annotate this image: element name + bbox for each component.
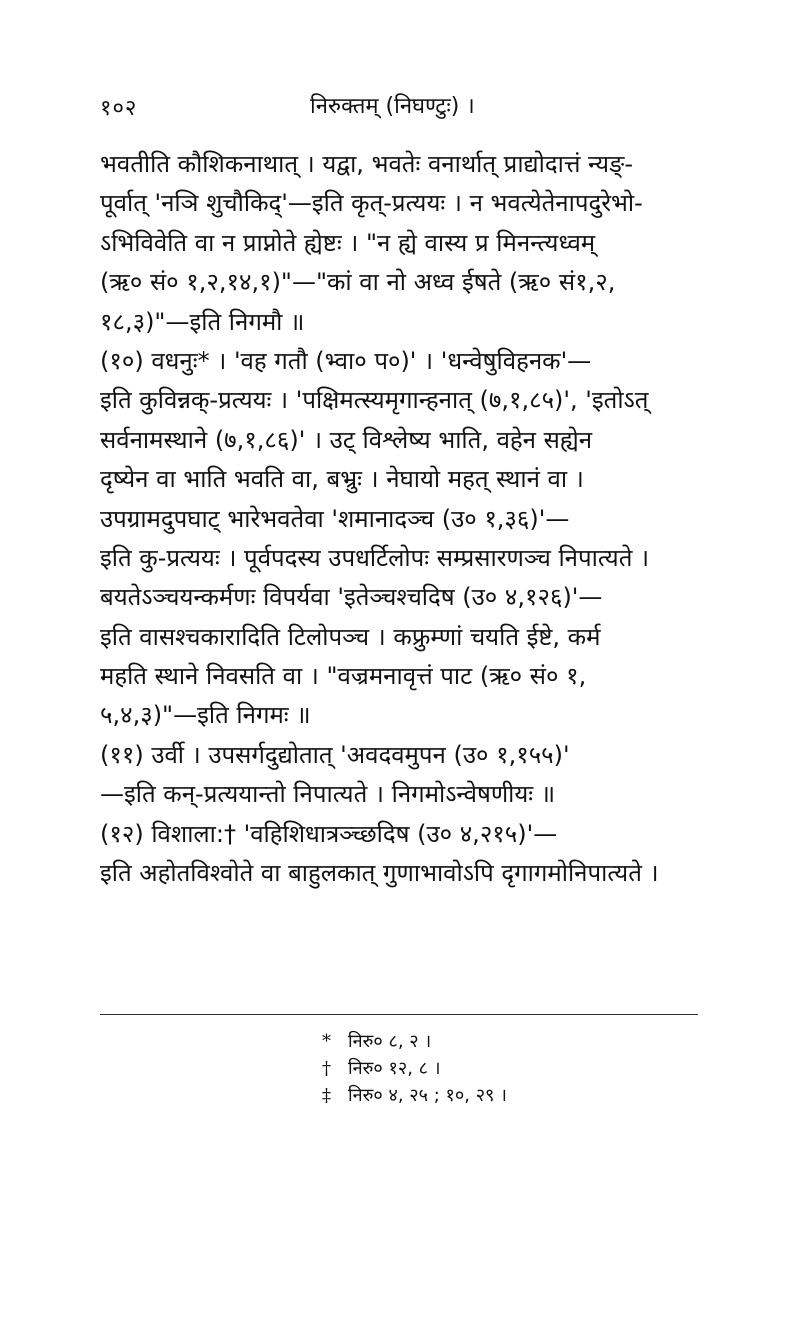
text-line: पूर्वात् 'नञि शुचौकिद्'—इति कृत्-प्रत्ययः । न भवत्येतेनापदुरेभो- <box>100 189 643 218</box>
text-line: (१०) वधनुः* । 'वह गतौ (भ्वा० प०)' । 'धन्वेषुविहनक'— <box>100 346 592 375</box>
footnote-text: निरु० १२, ८ । <box>348 1058 441 1079</box>
footnotes <box>322 1028 622 1109</box>
text-line: १८,३)"—इति निगमौ ॥ <box>100 307 305 336</box>
body-text <box>100 145 700 1025</box>
footnote <box>322 1028 622 1055</box>
footnote-mark: † <box>322 1058 331 1079</box>
text-line: ५,४,३)"—इति निगमः ॥ <box>100 701 311 730</box>
running-title: निरुक्तम् (निघण्टुः) । <box>310 94 475 119</box>
footnote-text: निरु० ८, २ । <box>348 1031 432 1052</box>
footnote <box>322 1055 622 1082</box>
text-line: सर्वनामस्थाने (७,१,८६)' । उट् विश्लेष्य भाति, वहेन सह्येन <box>100 425 593 454</box>
text-line: इति अहोतविश्वोते वा बाहुलकात् गुणाभावोऽपि दृगागमोनिपात्यते । <box>100 859 659 888</box>
text-line: बयतेऽञ्चयन्कर्मणः विपर्यवा 'इतेञ्चश्चदिष (उ० ४,१२६)'— <box>100 583 603 612</box>
text-line: दृष्येन वा भाति भवति वा, बभ्रुः । नेघायो महत् स्थानं वा । <box>100 465 584 494</box>
text-line: महति स्थाने निवसति वा । "वज्रमनावृत्तं पाट (ऋ० सं० १, <box>100 662 587 691</box>
text-line: —इति कन्-प्रत्ययान्तो निपात्यते । निगमोऽन्वेषणीयः ॥ <box>100 780 556 809</box>
text-line: इति कु-प्रत्ययः । पूर्वपदस्य उपधर्टिलोपः सम्प्रसारणञ्च निपात्यते । <box>100 543 650 572</box>
footnote <box>322 1082 622 1109</box>
text-line: इति कुविन्नक्-प्रत्ययः । 'पक्षिमत्स्यमृगान्हनात् (७,१,८५)', 'इतोऽत् <box>100 386 649 415</box>
text-line: उपग्रामदुपघाट् भारेभवतेवा 'शमानादञ्च (उ० १,३६)'— <box>100 504 570 533</box>
text-line: भवतीति कौशिकनाथात् । यद्वा, भवतेः वनार्थात् प्राद्योदात्तं न्यङ्- <box>100 150 634 178</box>
footnote-mark: ‡ <box>322 1085 331 1106</box>
text-line: (११) उर्वी । उपसर्गदुद्योतात् 'अवदवमुपन (उ० १,१५५)' <box>100 740 570 769</box>
text-line: ऽभिविवेति वा न प्राप्नोते ह्येष्टः । "न ह्ये वास्य प्र मिनन्त्यध्वम् <box>100 228 596 257</box>
footnote-divider <box>100 1014 698 1015</box>
text-line: इति वासश्चकारादिति टिलोपञ्च । कफ्रुम्णां चयति ईष्टे, कर्म <box>100 622 601 651</box>
page-number: १०२ <box>100 96 138 121</box>
text-line: (ऋ० सं० १,२,१४,१)"—"कां वा नो अध्व ईषते (ऋ० सं१,२, <box>100 268 616 297</box>
footnote-text: निरु० ४, २५ ; १०, २९ । <box>348 1085 507 1106</box>
running-header <box>100 86 750 126</box>
footnote-mark: * <box>322 1031 331 1052</box>
text-line: (१२) विशाला:† 'वहिशिधात्रञ्च्छदिष (उ० ४,२१५)'— <box>100 819 558 848</box>
